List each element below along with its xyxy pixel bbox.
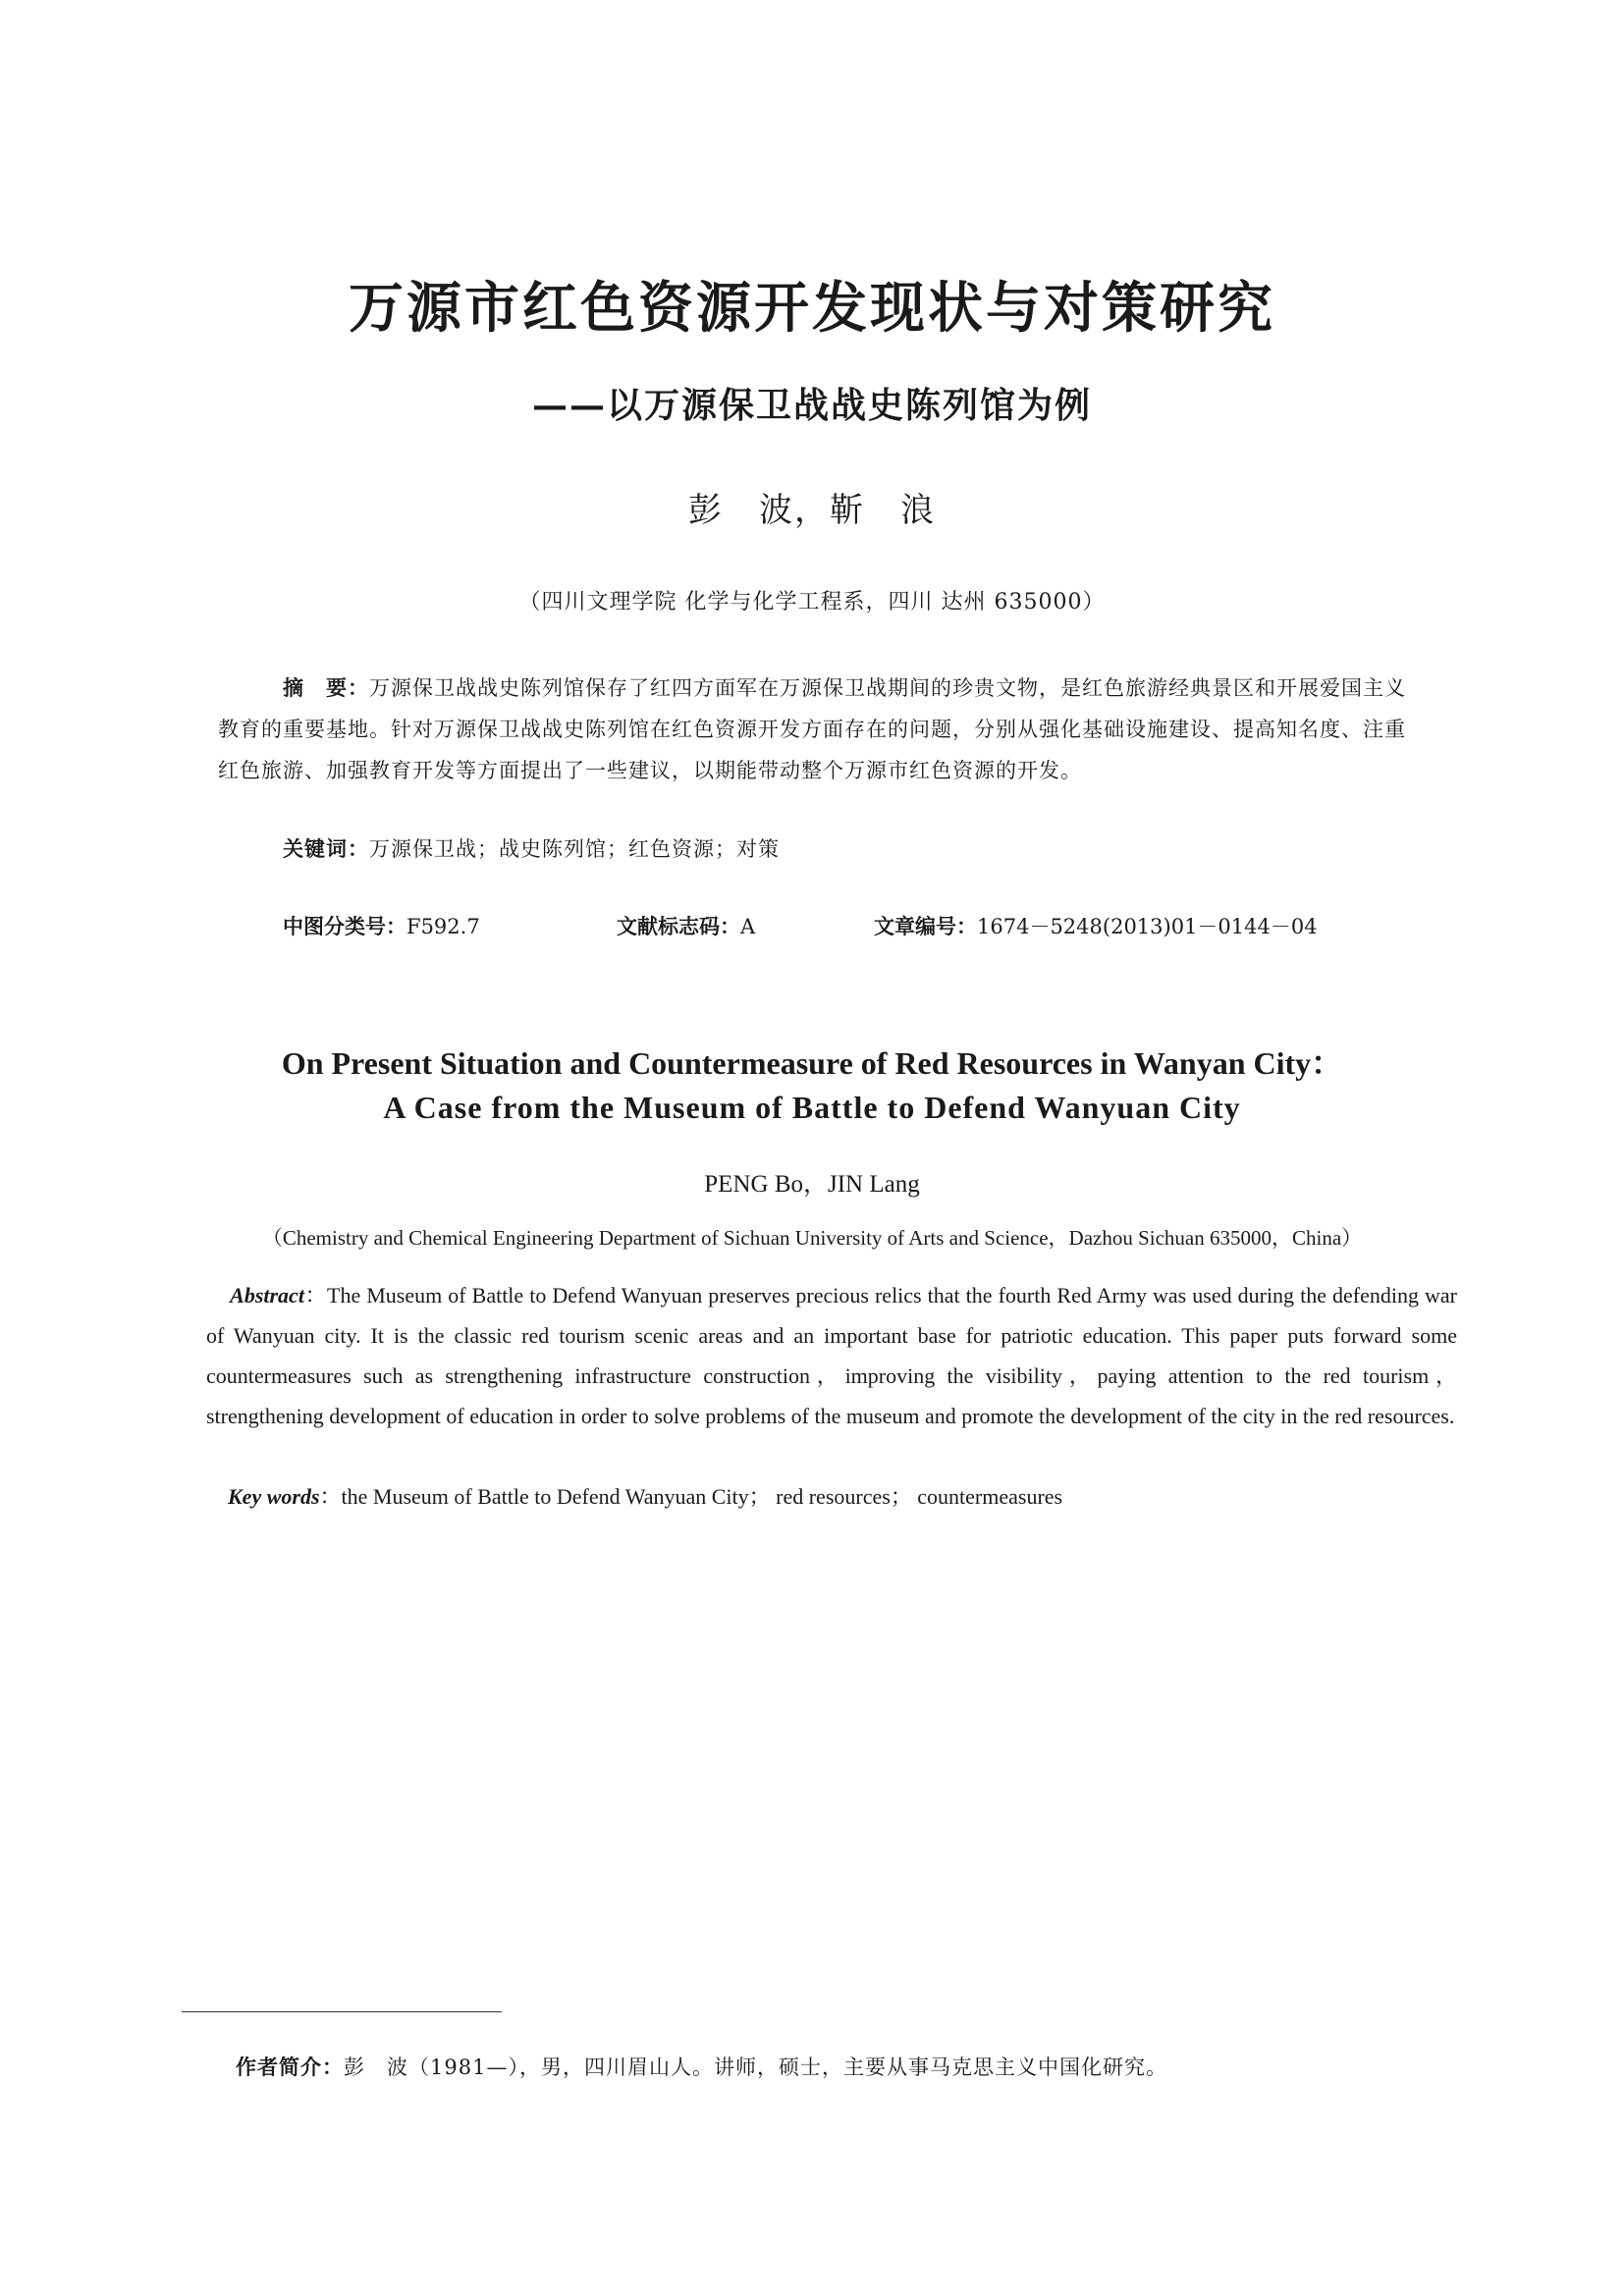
chinese-abstract-label: 摘 要： (283, 676, 369, 700)
classification-row (283, 911, 1392, 946)
english-affiliation: （Chemistry and Chemical Engineering Department of Sichuan University of Arts and Science，Dazhou Sichuan 635000，China） (261, 1226, 1363, 1250)
english-keywords-label: Key words (228, 1484, 320, 1509)
english-abstract-label: Abstract (230, 1283, 304, 1308)
english-keywords (206, 1476, 1457, 1517)
chinese-keywords-text: 万源保卫战；战史陈列馆；红色资源；对策 (369, 837, 780, 861)
english-abstract-text: ：The Museum of Battle to Defend Wanyuan preserves precious relics that the fourth Red Army was used during the defending war of Wanyuan city. It is the classic red tourism scenic areas and an important base for patriotic education. This paper puts forward some countermeasures such as strengthening infrastructure construction，improving the visibility，paying attention to the red tourism，strengthening development of education in order to solve problems of the museum and promote the development of the city in the red resources. (206, 1283, 1457, 1428)
chinese-authors: 彭 波，靳 浪 (688, 491, 936, 530)
chinese-affiliation: （四川文理学院 化学与化学工程系，四川 达州 635000） (518, 590, 1106, 614)
english-title-line-2: A Case from the Museum of Battle to Defend Wanyuan City (383, 1090, 1241, 1125)
chinese-title: 万源市红色资源开发现状与对策研究 (349, 276, 1275, 341)
document-code-label: 文献标志码： (617, 915, 740, 938)
chinese-keywords (283, 828, 1406, 870)
clc-number-value: F592.7 (406, 915, 480, 938)
author-footnote-label: 作者简介： (236, 2056, 344, 2079)
document-code-value: A (740, 915, 756, 938)
clc-number (283, 911, 480, 940)
clc-number-label: 中图分类号： (283, 915, 406, 938)
chinese-keywords-label: 关键词： (283, 837, 369, 861)
english-title-line-1: On Present Situation and Countermeasure of Red Resources in Wanyan City： (281, 1045, 1343, 1081)
article-id-label: 文章编号： (874, 915, 977, 938)
article-id (874, 911, 1318, 940)
article-id-value: 1674－5248(2013)01－0144－04 (977, 915, 1318, 938)
footnote-divider (182, 2011, 502, 2012)
english-authors: PENG Bo，JIN Lang (704, 1171, 920, 1198)
english-abstract (206, 1275, 1457, 1436)
author-footnote (236, 2052, 1167, 2081)
chinese-subtitle: ——以万源保卫战战史陈列馆为例 (531, 385, 1092, 426)
document-code (617, 911, 755, 940)
chinese-abstract-text: 万源保卫战战史陈列馆保存了红四方面军在万源保卫战期间的珍贵文物，是红色旅游经典景区和开展爱国主义教育的重要基地。针对万源保卫战战史陈列馆在红色资源开发方面存在的问题，分别从强化基础设施建设、提高知名度、注重红色旅游、加强教育开发等方面提出了一些建议，以期能带动整个万源市红色资源的开发。 (218, 676, 1406, 782)
chinese-abstract (218, 667, 1406, 791)
english-keywords-text: ：the Museum of Battle to Defend Wanyuan City； red resources； countermeasures (319, 1484, 1063, 1509)
author-footnote-text: 彭 波（1981—），男，四川眉山人。讲师，硕士，主要从事马克思主义中国化研究。 (344, 2056, 1167, 2079)
